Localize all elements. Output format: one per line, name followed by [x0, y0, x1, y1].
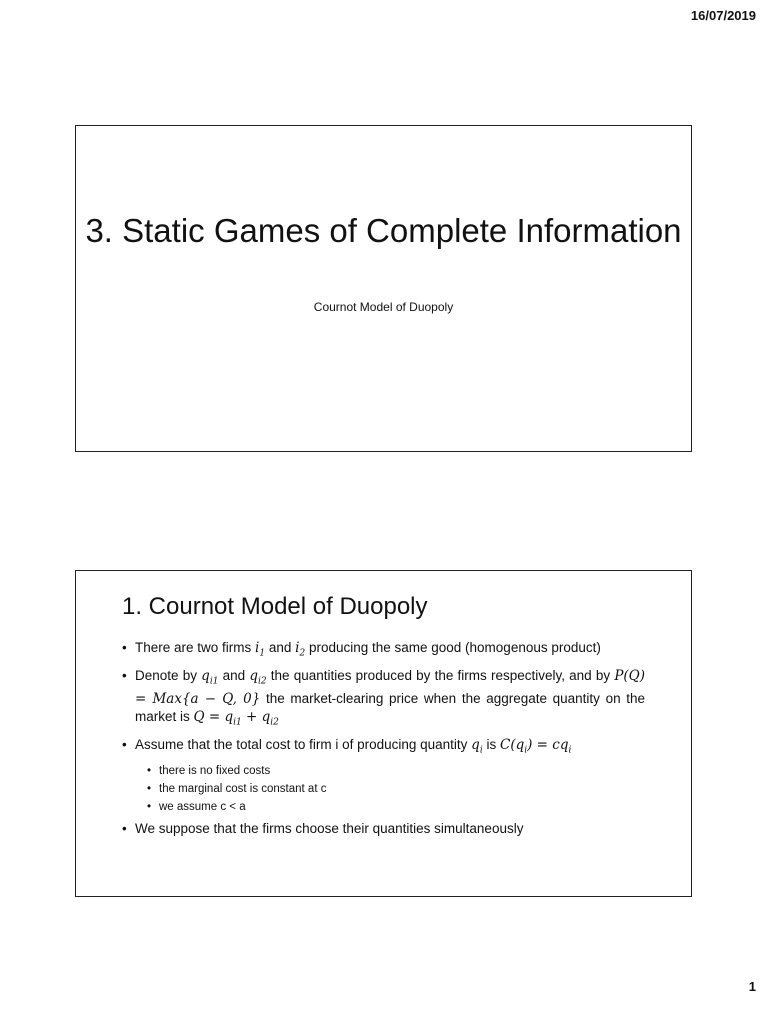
math-aggregate-quantity: $Q = q_{i1} + q_{i2}$: [193, 709, 279, 729]
sub-bullet-list: [135, 762, 645, 816]
bullet-denote: • Denote by $q_{i1}$ and $q_{i2}$ the quantities produced by the firms respectively, and by P(Q) = Max{a − Q, 0} the market-clearing price when the aggregate quantity on the market is $Q = q_{i1} + q_{i2}$: [122, 667, 645, 732]
bullet-two-firms: • There are two firms $i_1$ and $i_2$ producing the same good (homogenous product): [122, 639, 645, 663]
slide1-title: 3. Static Games of Complete Information: [85, 212, 682, 249]
slide2-title: 1. Cournot Model of Duopoly: [122, 593, 428, 620]
sub-bullet-item: • there is no fixed costs: [135, 762, 645, 780]
slide-cournot-model: [75, 570, 692, 897]
math-i2: $i_2$: [295, 640, 306, 659]
page-number: 1: [748, 979, 756, 994]
bullet-total-cost: • Assume that the total cost to firm i of producing quantity $q_i$ is $C(q_i) = cq_i$ • there is no fixed costs • the marginal cost is constant at c • we assume c < a: [122, 736, 645, 816]
bullet-list: [122, 639, 645, 841]
math-qi2: $q_{i2}$: [249, 667, 267, 687]
math-price-function: P(Q) = Max{a − Q, 0}: [135, 667, 645, 708]
slide-title-card: [75, 125, 692, 452]
header-date: 16/07/2019: [690, 8, 756, 23]
slide1-subtitle: Cournot Model of Duopoly: [313, 300, 454, 314]
bullet-simultaneous: • We suppose that the firms choose their quantities simultaneously: [122, 820, 645, 837]
math-cost-function: $C(q_i) = cq_i$: [499, 737, 572, 756]
math-i1: $i_1$: [255, 640, 266, 659]
sub-bullet-item: • we assume c < a: [135, 798, 645, 816]
sub-bullet-item: • the marginal cost is constant at c: [135, 780, 645, 798]
math-qi1: $q_{i1}$: [201, 667, 219, 687]
math-qi: $q_i$: [471, 737, 483, 756]
